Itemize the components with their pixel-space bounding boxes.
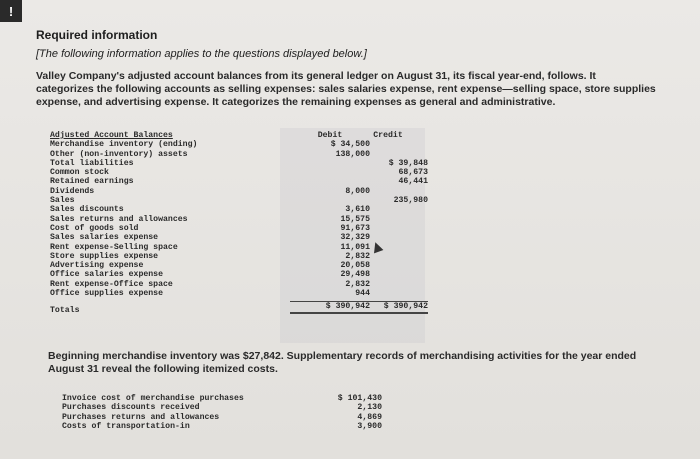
cell-account: Sales discounts	[50, 205, 124, 215]
supplementary-table	[62, 394, 382, 431]
ledger-header-row	[50, 131, 420, 140]
table-row	[50, 243, 420, 252]
subheading: [The following information applies to the questions displayed below.]	[36, 48, 367, 60]
cell-debit: 20,058	[340, 261, 370, 271]
table-row	[50, 215, 420, 224]
cell-debit: 944	[355, 289, 370, 299]
item-label: Purchases discounts received	[62, 403, 200, 413]
item-label: Costs of transportation-in	[62, 421, 190, 431]
cell-account: Dividends	[50, 186, 95, 196]
table-row	[50, 270, 420, 279]
list-item	[62, 394, 382, 403]
table-row	[50, 140, 420, 149]
cell-account: Merchandise inventory (ending)	[50, 140, 198, 150]
cell-account: Other (non-inventory) assets	[50, 149, 188, 159]
cell-debit: 8,000	[345, 186, 370, 196]
table-row	[50, 158, 428, 168]
header-account: Adjusted Account Balances	[50, 131, 173, 140]
ledger-total-row	[50, 301, 428, 316]
cell-account: Sales salaries expense	[50, 233, 159, 243]
cell-account: Retained earnings	[50, 177, 134, 187]
ledger-rows	[50, 140, 428, 299]
item-amount: $ 101,430	[337, 394, 382, 403]
list-item	[62, 413, 382, 422]
cell-account: Office supplies expense	[50, 289, 164, 299]
table-row	[50, 205, 420, 214]
table-row	[50, 280, 420, 289]
table-row	[50, 289, 420, 298]
item-amount: 3,900	[357, 421, 382, 431]
cell-account: Rent expense-Selling space	[50, 242, 178, 252]
page-title: Required information	[36, 28, 158, 42]
table-row	[50, 233, 420, 242]
cell-debit: 2,832	[345, 251, 370, 261]
total-label: Totals	[50, 306, 80, 316]
table-row	[50, 187, 420, 196]
item-amount: 2,130	[357, 403, 382, 413]
alert-icon: !	[0, 0, 22, 22]
item-label: Invoice cost of merchandise purchases	[62, 394, 244, 403]
total-debit: $ 390,942	[290, 301, 370, 313]
list-item	[62, 403, 382, 412]
list-item	[62, 422, 382, 431]
cell-account: Sales returns and allowances	[50, 214, 188, 224]
total-credit: $ 390,942	[348, 301, 428, 313]
cell-credit: 68,673	[398, 168, 428, 178]
cell-debit: $ 34,500	[330, 140, 370, 150]
table-row	[50, 150, 420, 159]
note-paragraph: Beginning merchandise inventory was $27,842. Supplementary records of merchandising activities for the year ended August 31 reveal the following itemized costs.	[48, 350, 637, 375]
item-label: Purchases returns and allowances	[62, 412, 220, 422]
cell-account: Cost of goods sold	[50, 223, 139, 233]
ledger-table	[50, 131, 428, 316]
instructions	[36, 28, 656, 109]
cell-debit: 11,091	[340, 242, 370, 252]
cell-debit: 2,832	[345, 279, 370, 289]
cell-account: Total liabilities	[50, 158, 134, 168]
item-amount: 4,869	[357, 412, 382, 422]
cell-debit: 29,498	[340, 270, 370, 280]
cell-debit: 15,575	[340, 214, 370, 224]
cell-account: Advertising expense	[50, 261, 144, 271]
cell-account: Office salaries expense	[50, 270, 164, 280]
cell-account: Sales	[50, 196, 75, 206]
cell-account: Common stock	[50, 168, 109, 178]
cell-credit: $ 39,848	[388, 158, 428, 168]
cell-credit: 46,441	[398, 177, 428, 187]
cell-debit: 91,673	[340, 223, 370, 233]
cell-debit: 32,329	[340, 233, 370, 243]
intro-paragraph: Valley Company's adjusted account balances from its general ledger on August 31, its fiscal year-end, follows. It categorizes the following accounts as selling expenses: sales salaries expense, rent expense—selling space, store supplies expense, and advertising expense. It categorizes the remaining expenses as general and administrative.	[36, 70, 656, 108]
table-row	[50, 196, 428, 206]
header-credit: Credit	[373, 131, 403, 140]
cell-credit: 235,980	[393, 196, 428, 206]
cell-account: Rent expense-Office space	[50, 279, 173, 289]
header-debit: Debit	[317, 131, 343, 140]
cell-debit: 3,610	[345, 205, 370, 215]
cell-account: Store supplies expense	[50, 251, 159, 261]
table-row	[50, 177, 428, 187]
table-row	[50, 252, 420, 261]
table-row	[50, 224, 420, 233]
cell-debit: 138,000	[335, 149, 370, 159]
